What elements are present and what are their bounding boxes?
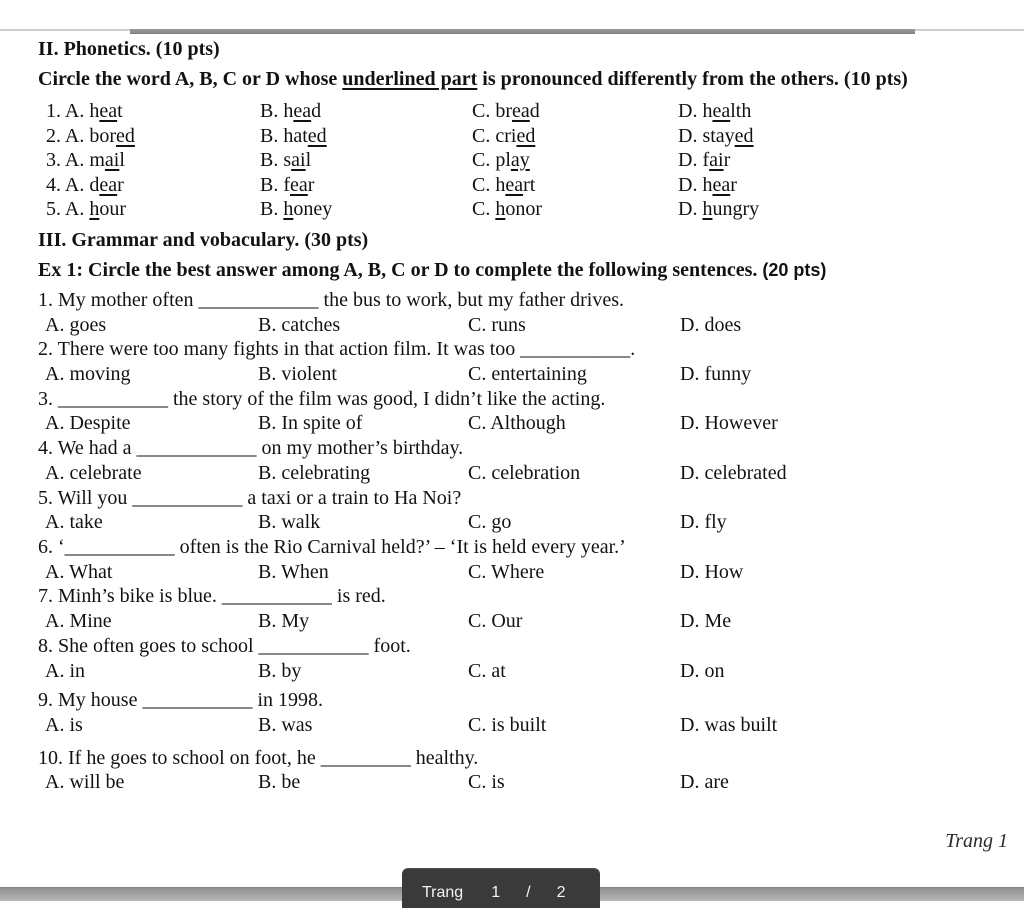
word-part: br	[495, 100, 513, 122]
grammar-question	[38, 535, 1008, 584]
word-part: our	[99, 198, 127, 221]
option: D. funny	[680, 363, 752, 386]
word-part: h	[495, 173, 506, 196]
phonetics-option	[678, 174, 1008, 197]
word-underlined-part: ay	[510, 149, 530, 172]
options-row	[38, 609, 1008, 634]
option-label: B.	[260, 198, 279, 221]
word-underlined-part: ed	[307, 124, 327, 147]
option: B. be	[258, 771, 301, 794]
word-underlined-part: ea	[712, 173, 731, 196]
options-row	[38, 659, 1008, 684]
phonetics-option	[472, 198, 678, 221]
option-label: C.	[472, 149, 491, 172]
option-label: B.	[260, 173, 279, 196]
option-label: D.	[678, 173, 698, 196]
word-part: r	[117, 173, 124, 196]
phonetics-question-row	[38, 125, 1008, 150]
option: C. runs	[468, 313, 526, 336]
options-row	[38, 313, 1008, 338]
option-label: B.	[260, 124, 279, 147]
phonetics-instruction	[38, 67, 1008, 91]
option: D. are	[680, 771, 729, 794]
word-part: s	[283, 149, 292, 172]
option: D. However	[680, 412, 778, 435]
phonetics-option	[46, 198, 260, 221]
option: C. go	[468, 511, 512, 534]
question-text: 1. My mother often ____________ the bus to work, but my father drives.	[38, 288, 625, 311]
word-part: oney	[293, 198, 333, 221]
question-number: 4.	[46, 173, 61, 196]
word-part: m	[89, 149, 105, 172]
option: D. celebrated	[680, 461, 787, 484]
phonetics-option	[678, 149, 1008, 172]
option: C. Where	[468, 560, 545, 583]
grammar-question	[38, 436, 1008, 485]
word-underlined-part: ai	[104, 149, 120, 172]
word-part: r	[730, 173, 737, 196]
option: C. Although	[468, 412, 566, 435]
question-text: 4. We had a ____________ on my mother’s birthday.	[38, 437, 464, 460]
page-number-input[interactable]: 1	[491, 884, 501, 901]
word-part: r	[723, 149, 731, 172]
word-underlined-part: h	[89, 198, 100, 221]
option: B. violent	[258, 363, 337, 386]
option-label: C.	[472, 124, 491, 147]
option: C. celebration	[468, 461, 581, 484]
phonetics-option	[46, 125, 260, 148]
phonetics-question-row	[38, 149, 1008, 174]
grammar-question	[38, 486, 1008, 535]
option-label: C.	[472, 100, 491, 122]
option-label: B.	[260, 149, 279, 172]
phonetics-option	[678, 198, 1008, 221]
option: B. My	[258, 610, 310, 633]
word-underlined-part: ai	[709, 149, 724, 172]
grammar-question	[38, 746, 1008, 795]
option-label: A.	[64, 173, 85, 196]
word-underlined-part: ea	[293, 100, 312, 122]
instruction-text: is pronounced differently from the others. (10 pts)	[477, 68, 908, 90]
options-row	[38, 411, 1008, 436]
question-text: 8. She often goes to school ___________ foot.	[38, 634, 411, 657]
phonetics-option	[678, 100, 1008, 123]
word-underlined-part: h	[702, 198, 713, 221]
option: D. How	[680, 560, 744, 583]
phonetics-section-heading: II. Phonetics. (10 pts)	[38, 38, 220, 60]
option-label: D.	[678, 100, 698, 122]
page-indicator	[402, 868, 600, 908]
word-underlined-part: ea	[505, 173, 524, 196]
question-number: 1.	[46, 100, 61, 122]
options-row	[38, 770, 1008, 795]
option: B. catches	[258, 313, 341, 336]
word-underlined-part: ai	[291, 149, 306, 172]
grammar-question	[38, 688, 1008, 737]
options-row	[38, 713, 1008, 738]
option: A. take	[45, 511, 103, 534]
option: A. will be	[45, 771, 125, 794]
option: D. on	[680, 659, 725, 682]
option: C. is built	[468, 713, 547, 736]
phonetics-question-row	[38, 100, 1008, 125]
word-part: f	[283, 173, 291, 196]
word-part: h	[283, 100, 294, 122]
option: D. Me	[680, 610, 732, 633]
word-underlined-part: h	[495, 198, 506, 221]
word-part: d	[311, 100, 322, 122]
option: B. by	[258, 659, 302, 682]
question-number: 2.	[46, 124, 61, 147]
option-label: D.	[678, 124, 698, 147]
option: C. at	[468, 659, 506, 682]
word-underlined-part: ea	[99, 173, 118, 196]
phonetics-question-row	[38, 174, 1008, 199]
option-label: B.	[260, 100, 279, 122]
phonetics-option	[472, 174, 678, 197]
phonetics-option	[260, 174, 472, 197]
word-part: onor	[505, 198, 543, 221]
option: A. Mine	[45, 610, 112, 633]
word-part: l	[305, 149, 312, 172]
word-underlined-part: ea	[99, 100, 118, 122]
option: A. Despite	[45, 412, 131, 435]
grammar-question	[38, 584, 1008, 633]
option-label: A.	[64, 198, 85, 221]
options-row	[38, 510, 1008, 535]
option-label: A.	[64, 100, 85, 122]
question-number: 3.	[46, 149, 61, 172]
word-part: d	[529, 100, 540, 122]
word-part: r	[307, 173, 315, 196]
instruction-underlined-text: underlined part	[342, 68, 478, 90]
word-part: f	[702, 149, 710, 172]
word-part: ungry	[712, 198, 760, 221]
question-text: 5. Will you ___________ a taxi or a train to Ha Noi?	[38, 486, 462, 509]
word-underlined-part: ea	[712, 100, 731, 122]
document-page-footer: Trang 1	[945, 830, 1008, 852]
instruction-text: Circle the word A, B, C or D whose	[38, 68, 343, 90]
option: A. goes	[45, 313, 107, 336]
option-label: A.	[64, 124, 85, 147]
phonetics-option	[260, 100, 472, 123]
option: A. celebrate	[45, 461, 142, 484]
page-indicator-label: Trang	[422, 884, 464, 901]
page-total-count: 2	[556, 884, 566, 901]
option: A. in	[45, 659, 85, 682]
phonetics-option	[472, 125, 678, 148]
word-part: h	[702, 100, 713, 122]
phonetics-option	[46, 174, 260, 197]
option: C. entertaining	[468, 363, 587, 386]
option-label: A.	[64, 149, 85, 172]
word-underlined-part: ea	[290, 173, 308, 196]
question-text: 7. Minh’s bike is blue. ___________ is red.	[38, 585, 386, 608]
option: B. walk	[258, 511, 321, 534]
word-underlined-part: h	[283, 198, 294, 221]
question-text: 9. My house ___________ in 1998.	[38, 689, 323, 712]
option: D. does	[680, 313, 742, 336]
word-part: stay	[702, 124, 735, 147]
word-part: l	[119, 149, 125, 172]
option-label: C.	[472, 198, 491, 221]
grammar-section-heading: III. Grammar and vobaculary. (30 pts)	[38, 228, 369, 251]
option-label: D.	[678, 198, 698, 221]
grammar-question	[38, 337, 1008, 386]
phonetics-option	[678, 125, 1008, 148]
grammar-question	[38, 634, 1008, 683]
word-underlined-part: ed	[734, 124, 754, 147]
word-part: d	[89, 173, 100, 196]
grammar-question	[38, 288, 1008, 337]
word-underlined-part: ed	[516, 124, 536, 147]
option: B. When	[258, 560, 329, 583]
word-part: t	[117, 100, 123, 122]
word-part: h	[702, 173, 713, 196]
word-part: bor	[89, 124, 117, 147]
exercise1-heading	[38, 258, 1008, 282]
word-part: lth	[730, 100, 752, 122]
option: D. fly	[680, 511, 727, 534]
question-number: 5.	[46, 198, 61, 221]
option: C. Our	[468, 610, 523, 633]
option: A. is	[45, 713, 83, 736]
option: A. What	[45, 560, 113, 583]
phonetics-option	[46, 100, 260, 123]
page-indicator-separator: /	[526, 884, 531, 901]
question-text: 2. There were too many fights in that action film. It was too ___________.	[38, 338, 636, 361]
options-row	[38, 461, 1008, 486]
option: A. moving	[45, 363, 131, 386]
question-text: 10. If he goes to school on foot, he _________ healthy.	[38, 746, 479, 769]
option: D. was built	[680, 713, 778, 736]
exercise1-points: (20 pts)	[762, 259, 827, 280]
option: B. was	[258, 713, 313, 736]
word-part: pl	[495, 149, 511, 172]
word-part: hat	[283, 124, 308, 147]
phonetics-question-row	[38, 198, 1008, 223]
word-underlined-part: ea	[512, 100, 530, 122]
option: B. In spite of	[258, 412, 363, 435]
phonetics-option	[260, 149, 472, 172]
options-row	[38, 362, 1008, 387]
question-text: 6. ‘___________ often is the Rio Carnival held?’ – ‘It is held every year.’	[38, 536, 626, 558]
word-part: h	[89, 100, 100, 122]
grammar-question	[38, 387, 1008, 436]
option-label: C.	[472, 173, 491, 196]
option: C. is	[468, 771, 505, 794]
question-text: 3. ___________ the story of the film was good, I didn’t like the acting.	[38, 387, 606, 410]
phonetics-option	[46, 149, 260, 172]
option: B. celebrating	[258, 461, 371, 484]
options-row	[38, 560, 1008, 585]
phonetics-option	[472, 149, 678, 172]
exercise1-heading-text: Ex 1: Circle the best answer among A, B, C or D to complete the following sentences.	[38, 258, 763, 281]
word-part: cri	[495, 124, 517, 147]
phonetics-option	[260, 198, 472, 221]
word-part: rt	[523, 173, 536, 196]
phonetics-option	[472, 100, 678, 123]
option-label: D.	[678, 149, 698, 172]
phonetics-option	[260, 125, 472, 148]
word-underlined-part: ed	[116, 124, 135, 147]
